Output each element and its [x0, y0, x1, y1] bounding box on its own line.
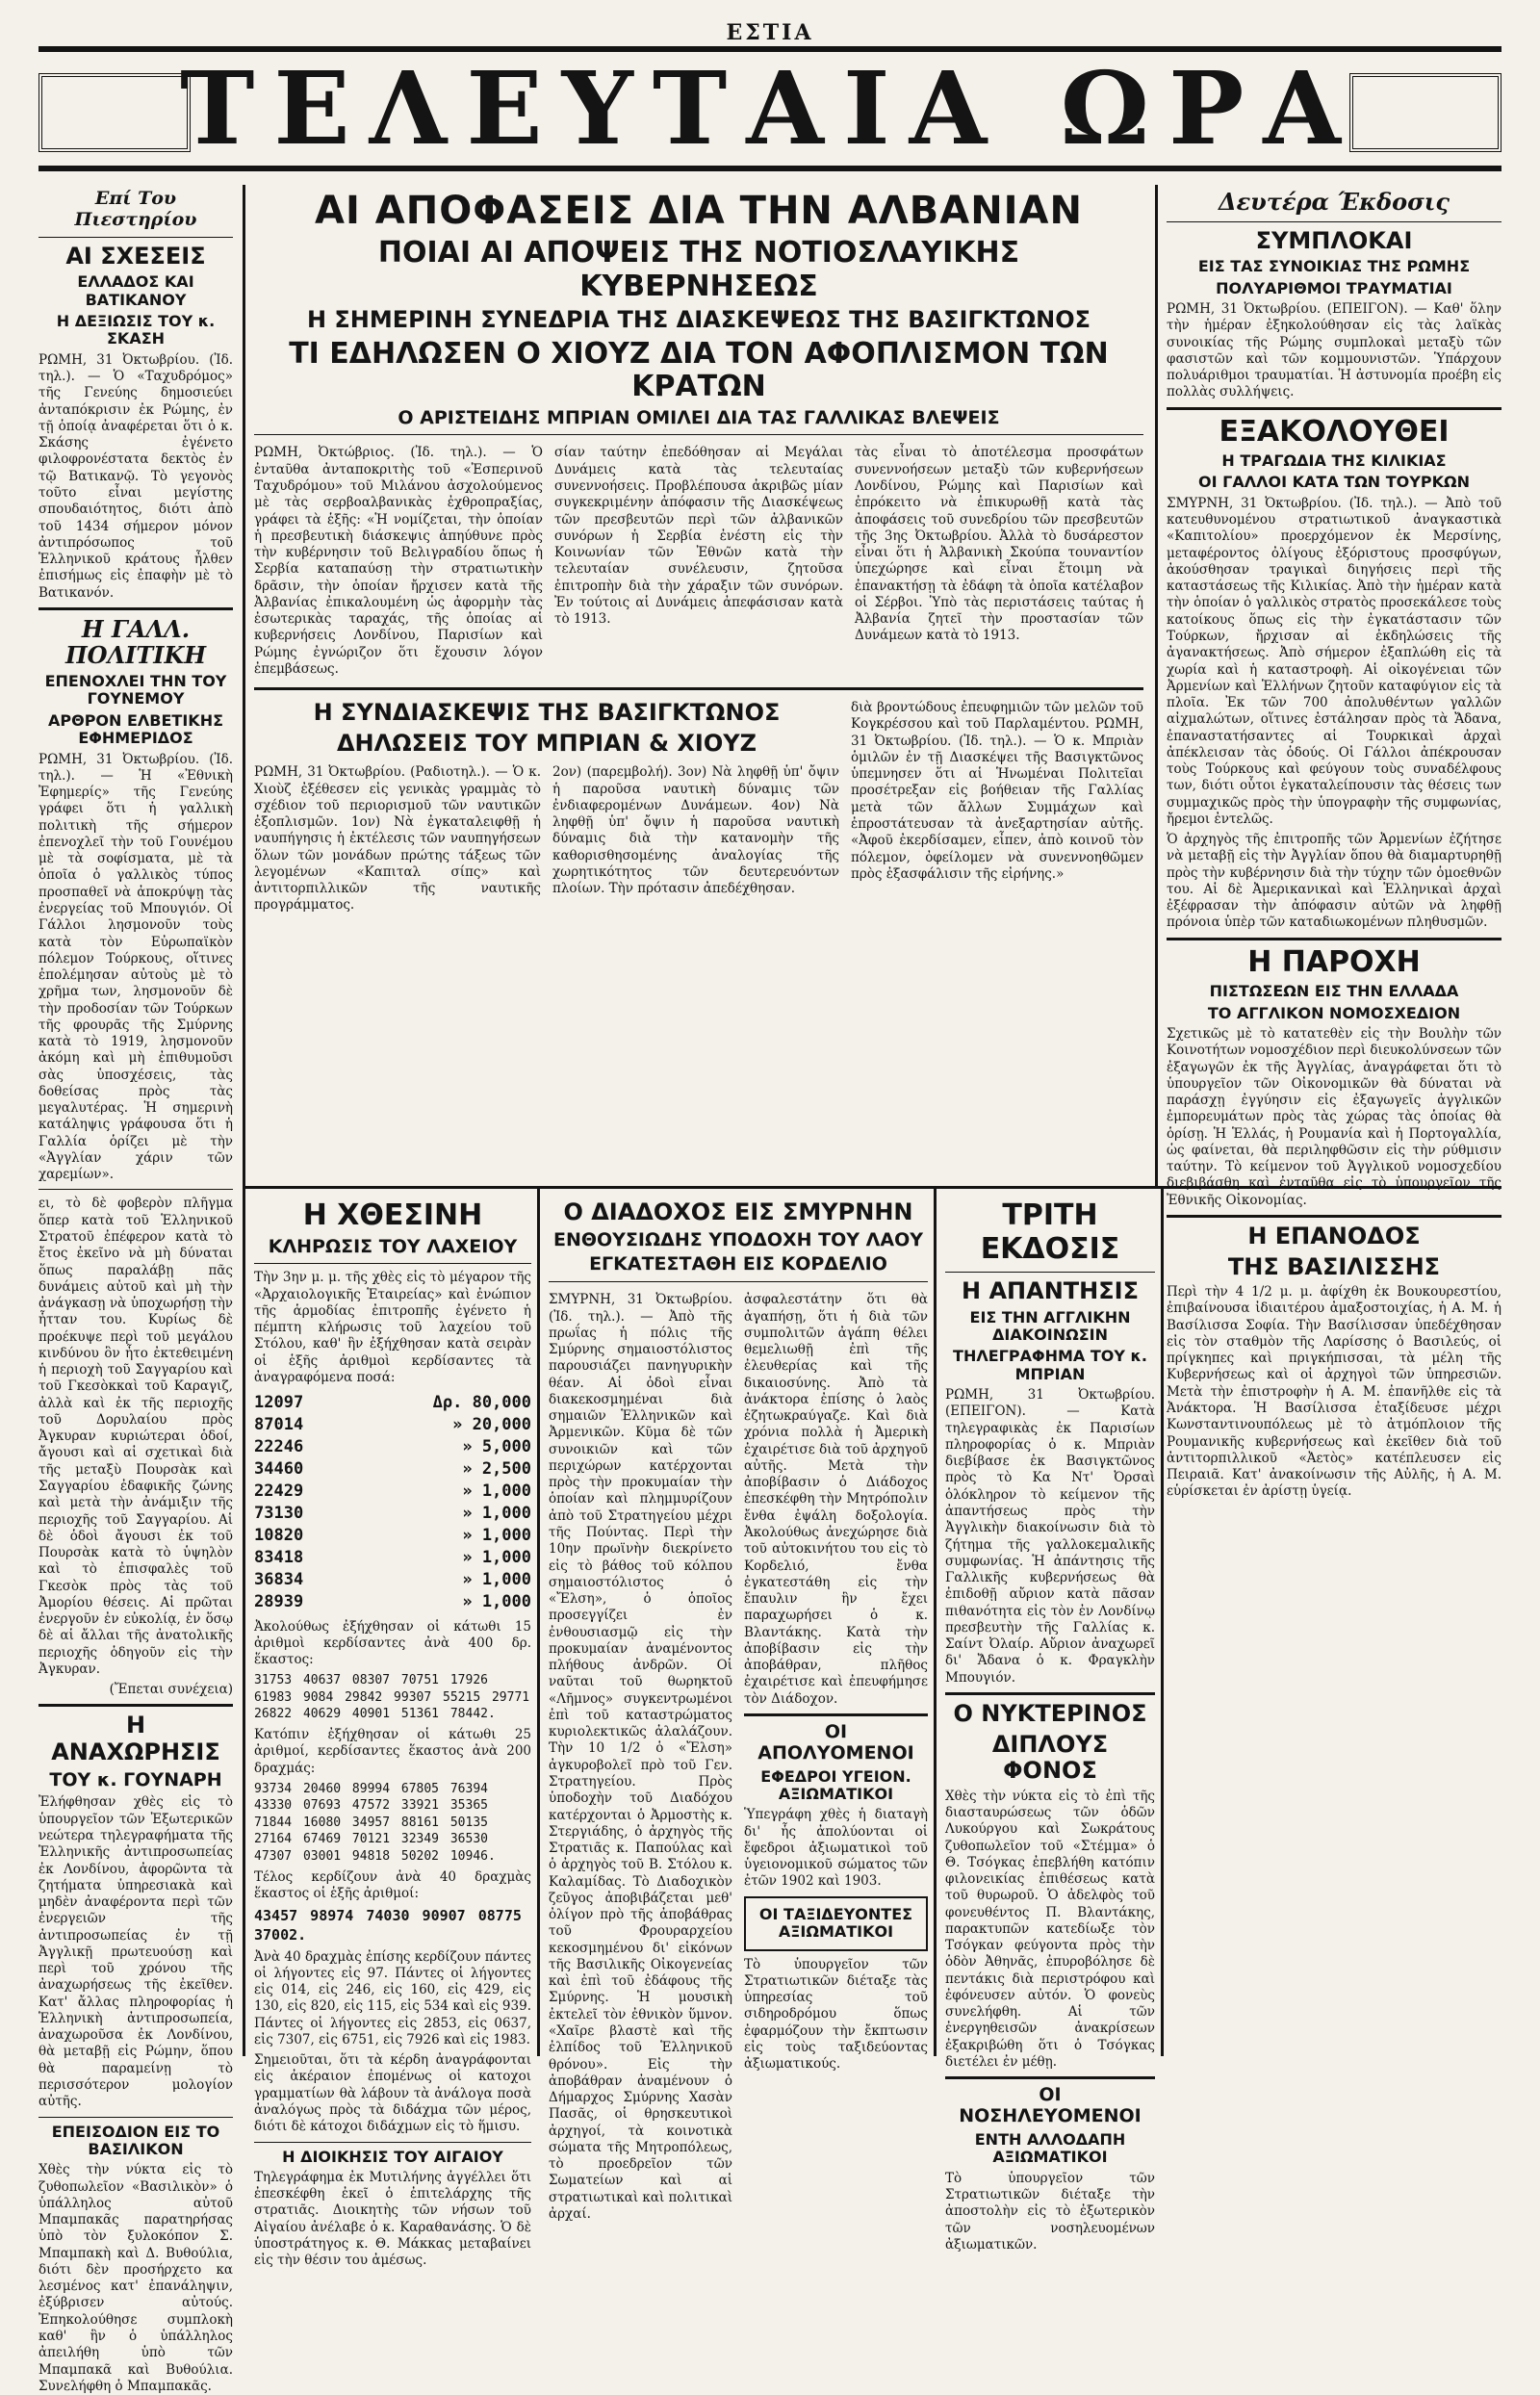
article-text: σίαν ταύτην ἐπεδόθησαν αἱ Μεγάλαι Δυνάμεις κατὰ τὰς τελευταίας συνεννοήσεις. Προβλέπουσα ἀκριβῶς μίαν συγκεκριμένην ἀπόφασιν τῆς Διασκέψεως τῶν πρεσβευτῶν περὶ τῶν ἀλβανικῶν συνόρων ἡ Σερβία ἐνέστη εἰς τὴν Κοινωνίαν τῶν Ἐθνῶν κατὰ τὴν τελευταίαν συνέλευσιν, ζητοῦσα ἐπιτροπὴν διὰ τὴν χάραξιν τῶν συνόρων. Ἐν τούτοις αἱ Δυνάμεις ἀπεφάσισαν κατὰ τὸ 1913.	[554, 445, 843, 628]
prize-row	[254, 1436, 531, 1458]
headline: Η ΣΥΝΔΙΑΣΚΕΨΙΣ ΤΗΣ ΒΑΣΙΓΚΤΩΝΟΣ	[313, 699, 781, 727]
headline: Ο ΔΙΑΔΟΧΟΣ ΕΙΣ ΣΜΥΡΝΗΝ	[563, 1198, 913, 1225]
prize-row	[254, 1458, 531, 1481]
headline: ΕΠΕΝΟΧΛΕΙ ΤΗΝ ΤΟΥ ΓΟΥΝΕΜΟΥ	[44, 672, 227, 708]
page-grid	[38, 185, 1502, 2394]
article-text: διὰ βροντώδους ἐπευφημιῶν τῶν μελῶν τοῦ Κογκρέσσου καὶ τοῦ Παρλαμέντου. ΡΩΜΗ, 31 Ὀκτωβρίου. (Ἰδ. τηλ.). — Ὁ κ. Μπριὰν ὁμιλῶν ἐν τῇ Διασκέψει τῆς Βασιγκτῶνος ὑπεμνησεν ὅτι αἱ Ἡνωμέναι Πολιτεῖαι προσέτρεξαν εἰς βοήθειαν τῆς Γαλλίας μετὰ τῶν ἄλλων Συμμάχων καὶ ἐπροστάτευσαν τὰ ἀνεξαρτησίαν αὐτῆς. «Ἀφοῦ ἐκερδίσαμεν, εἶπεν, ἀπὸ κοινοῦ τὸν πόλεμον, ὀφείλομεν νὰ συνεννοηθῶμεν πρὸς ἐξασφάλισιν τῆς εἰρήνης.»	[851, 700, 1143, 882]
lottery-column	[254, 1196, 531, 2269]
number-list: 31753 40637 08307 70751 17926 61983 9084 29842 99307 55215 29771 26822 40629 40901 51361 78442.	[254, 1673, 530, 1722]
prize-amount: » 20,000	[452, 1415, 531, 1435]
prize-amount: » 5,000	[462, 1437, 531, 1457]
article-text: Ἐλήφθησαν χθὲς εἰς τὸ ὑπουργεῖον τῶν Ἐξωτερικῶν νεώτερα τηλεγραφήματα τῆς Ἑλληνικῆς ἀντιπροσωπείας ἐκ Λονδίνου, ἀφορῶντα τὰ ζητήματα ὑπηρεσιακὰ καὶ μηδὲν ἀναφέροντα περὶ τῶν ἐνεργειῶν τῆς ἀντιπροσωπείας ἐν τῇ Ἀγγλικῇ πρωτευούσῃ καὶ περὶ τοῦ χρόνου τῆς ἀναχωρήσεως τῆς ἐκεῖθεν. Κατ' ἄλλας πληροφορίας ἡ Ἑλληνικὴ ἀντιπροσωπεία, ἀναχωροῦσα ἐκ Λονδίνου, θὰ μεταβῇ εἰς Ρώμην, ὅπου θὰ παραμείνῃ τὸ περισσότερον μολογίον αὐτῆς.	[38, 1794, 233, 2110]
third-edition-column	[945, 1196, 1155, 2253]
headline: Η ΑΠΑΝΤΗΣΙΣ	[962, 1277, 1139, 1304]
ornament-left	[38, 73, 191, 152]
article-text: Τέλος κερδίζουν ἀνὰ 40 δραχμὰς ἕκαστος οἱ ἑξῆς ἀριθμοί:	[254, 1868, 531, 1901]
article-text: Σημειοῦται, ὅτι τὰ κέρδη ἀναγράφονται εἰς ἀκέραιον ἐπομένως οἱ κατοχοι γραμματίων θὰ λάβουν τὰ ἀνάλογα ποσὰ ἀναλόγως πρὸς τὰ διδάχμα τῶν μέρος, διότι δὲ κάτοχοι διδάχμων εἰς τὸ ἥμισυ.	[254, 2052, 531, 2135]
headline: Η ΧΘΕΣΙΝΗ	[302, 1198, 483, 1232]
prize-amount: Δρ. 80,000	[432, 1393, 531, 1413]
article-text: Ἀνὰ 40 δραχμὰς ἐπίσης κερδίζουν πάντες οἱ λήγοντες εἰς 97. Πάντες οἱ λήγοντες εἰς 014, εἰς 246, εἰς 160, εἰς 429, εἰς 130, εἰς 820, εἰς 115, εἰς 534 καὶ εἰς 939. Πάντες οἱ λήγοντες εἰς 2853, εἰς 0637, εἰς 7307, εἰς 6751, εἰς 7926 καὶ εἰς 1983.	[254, 1948, 531, 2047]
article-text: ΡΩΜΗ, 31 Ὀκτωβρίου. (ΕΠΕΙΓΟΝ). — Καθ' ὅλην τὴν ἡμέραν ἐξηκολούθησαν εἰς τὰς λαϊκὰς συνοικίας τῆς Ρώμης συμπλοκαὶ μεταξὺ τῶν φασιστῶν καὶ τῶν κομμουνιστῶν. Ὑπάρχουν πολυάριθμοι τραυματίαι. Ἡ ἀστυνομία προέβη εἰς πολλὰς συλλήψεις.	[1167, 300, 1502, 400]
right-column	[1167, 185, 1502, 2056]
prize-amount: » 1,000	[462, 1525, 531, 1545]
prize-number: 34460	[254, 1459, 304, 1480]
subheadline: Η ΔΕΞΙΩΣΙΣ ΤΟΥ κ. ΣΚΑΣΗ	[56, 312, 216, 348]
headline: Η ΤΡΑΓΩΔΙΑ ΤΗΣ ΚΙΛΙΚΙΑΣ	[1221, 451, 1447, 471]
banner	[38, 46, 1502, 171]
article-text: Τὸ ὑπουργεῖον τῶν Στρατιωτικῶν διέταξε τὰς ὑπηρεσίας τοῦ σιδηροδρόμου ὅπως ἐφαρμόζουν τὴν ἔκπτωσιν εἰς τοὺς ταξιδεύοντας ἀξιωματικούς.	[744, 1956, 928, 2073]
headline: ΤΗΣ ΒΑΣΙΛΙΣΣΗΣ	[1227, 1252, 1441, 1280]
subheadline: ΟΙ ΓΑΛΛΟΙ ΚΑΤΑ ΤΩΝ ΤΟΥΡΚΩΝ	[1198, 473, 1470, 492]
headline: ΠΟΙΑΙ ΑΙ ΑΠΟΨΕΙΣ ΤΗΣ ΝΟΤΙΟΣΛΑΥΙΚΗΣ ΚΥΒΕΡΝΗΣΕΩΣ	[377, 236, 1020, 303]
article-text: Τὸ ὑπουργεῖον τῶν Στρατιωτικῶν διέταξε τὴν ἀποστολὴν εἰς τὸ ἐξωτερικὸν τῶν νοσηλευομένων ἀξιωματικῶν.	[945, 2170, 1155, 2253]
main-headline: ΑΙ ΑΠΟΦΑΣΕΙΣ ΔΙΑ ΤΗΝ ΑΛΒΑΝΙΑΝ	[315, 189, 1083, 233]
prize-number: 22429	[254, 1481, 304, 1501]
headline: Ο ΝΥΚΤΕΡΙΝΟΣ	[953, 1699, 1147, 1727]
headline: ΑΙ ΣΧΕΣΕΙΣ	[65, 242, 206, 270]
prize-amount: » 1,000	[462, 1481, 531, 1501]
article-text: τὰς εἶναι τὸ ἀποτέλεσμα προσφάτων συνεννοήσεων μεταξὺ τῶν κυβερνήσεων Λονδίνου, Ρώμης καὶ Παρισίων καὶ ἐπρόκειτο νὰ ἐπικυρωθῇ κατὰ τὰς ἀποφάσεις τοῦ συνεδρίου τῶν πρεσβευτῶν τῆς 3ης Ὀκτωβρίου. Ἀλλὰ τὸ δυσάρεστον εἶναι ὅτι ἡ Ἀλβανικὴ Σκούπα τουναντίον ὑπεχώρησε καὶ εἶναι ἕτοιμη νὰ ἐπανακτήσῃ τὰ ἐδάφη τὰ ὁποῖα κατέλαβον οἱ Σέρβοι. Ὑπὸ τὰς περιστάσεις ταύτας ἡ Ἀλβανία ζητεῖ τὴν προστασίαν τῶν Δυνάμεων κατὰ τὸ 1913.	[855, 445, 1143, 644]
center-top-block	[254, 185, 1143, 1182]
article-text: ΡΩΜΗ, 31 Ὀκτωβρίου. (Ἰδ. τηλ.). — Ὁ «Ταχυδρόμος» τῆς Γενεύης δημοσιεύει ἀνταπόκρισιν ἐκ Ρώμης, ἐν τῇ ὁποίᾳ ἀναφέρεται ὅτι ὁ κ. Σκάσης ἐγένετο φιλοφρονέστατα δεκτὸς ἐν τῷ Βατικανῷ. Τὸ γεγονὸς τοῦτο εἶναι μεγίστης σπουδαιότητος, διότι ἀπὸ τοῦ 1434 σήμερον μόνον ἀντιπρόσωπος τοῦ Ἑλληνικοῦ κράτους ἦλθεν ἐπισήμως εἰς ἐπαφὴν μὲ τὸ Βατικανόν.	[38, 351, 233, 601]
prize-row	[254, 1547, 531, 1569]
headline: ΚΛΗΡΩΣΙΣ ΤΟΥ ΛΑΧΕΙΟΥ	[268, 1235, 518, 1257]
headline: Η ΓΑΛΛ. ΠΟΛΙΤΙΚΗ	[64, 614, 207, 670]
headline: ΕΝΘΟΥΣΙΩΔΗΣ ΥΠΟΔΟΧΗ ΤΟΥ ΛΑΟΥ	[553, 1228, 923, 1250]
prize-amount: » 1,000	[462, 1569, 531, 1589]
section-label: ΤΡΙΤΗ ΕΚΔΟΣΙΣ	[980, 1198, 1120, 1266]
prize-number: 83418	[254, 1547, 304, 1567]
headline: Η ΕΠΑΝΟΔΟΣ	[1247, 1222, 1421, 1249]
article-text: ει, τὸ δὲ φοβερὸν πλῆγμα ὅπερ κατὰ τοῦ Ἑλληνικοῦ Στρατοῦ ἐπέφερον κατὰ τὸ ἔτος ἐκεῖνο νὰ μὴ δύναται ὅπως παραλάβῃ πᾶς δυνάμεις αὐτοῦ καὶ μὴ τὴν ἀνάγκασῃ νὰ ὑποχωρήσῃ τὴν ἧτταν του. Κυρίως δὲ προέκυψε περὶ τοῦ μεγάλου κινδύνου ὃν ἦτο ἐκτεθειμένη ἡ περιοχὴ τοῦ Σαγγαρίου καὶ τοῦ Γκεσὸκκαὶ τοῦ Καραγιζ, ἀλλὰ καὶ ἐκ τῆς περιοχῆς τοῦ Δορυλαίου πρὸς Ἀγκυραν κυριώτεραι ὁδοί, ἄγουσι καὶ αἱ σχετικαὶ διὰ τῆς μεταξὺ Πουρσὰκ καὶ Σαγγαρίου ἐδαφικῆς ζώνης καὶ μετὰ τὴν ἀνάμιξιν τῆς περιοχῆς τοῦ Σαγγαρίου. Αἱ δὲ ὁδοὶ ἄγουσι ἐκ τοῦ Πουρσὰκ κατὰ τὸ ὑψηλὸν καὶ τὸ ἐπισφαλὲς τοῦ Γκεσὸκ πρὸς τὰς τοῦ Ἀμορίου θέσεις. Αἱ πρῶται ἐνεργοῦν ἐν εὐκολίᾳ, ἐν ὅσῳ δὲ αἱ ἄλλαι τῆς ἀνατολικῆς περιοχῆς ὁδηγοῦν εἰς τὴν Ἀγκυραν.	[38, 1196, 233, 1677]
headline: ΟΙ ΤΑΞΙΔΕΥΟΝΤΕΣ ΑΞΙΩΜΑΤΙΚΟΙ	[758, 1904, 913, 1942]
column-rule	[1155, 185, 1158, 1186]
article-text: ΡΩΜΗ, 31 Ὀκτωβρίου. (Ραδιοτηλ.). — Ὁ κ. Χιοὺζ ἐξέθεσεν εἰς γενικὰς γραμμὰς τὸ σχέδιον τοῦ περιορισμοῦ τῶν ναυτικῶν ἐξοπλισμῶν. 1ον) Νὰ ἐγκαταλειφθῇ ἡ ναυπήγησις ἡ ἐκτέλεσις τῶν ναυπηγήσεων ὅλων τῶν μονάδων πρώτης τάξεως τῶν λεγομένων «Καπιταλ σίπς» καὶ ἀντιτορπιλλικῶν τῆς ναυτικῆς προγράμματος.	[254, 764, 541, 914]
headline: ΔΙΠΛΟΥΣ ΦΟΝΟΣ	[991, 1730, 1109, 1785]
headline: ΠΙΣΤΩΣΕΩΝ ΕΙΣ ΤΗΝ ΕΛΛΑΔΑ	[1209, 982, 1459, 1001]
article-text: Κατόπιν ἐξήχθησαν οἱ κάτωθι 25 ἀριθμοί, κερδίσαντες ἕκαστος ἀνὰ 200 δραχμάς:	[254, 1727, 531, 1776]
article-text: ΡΩΜΗ, 31 Ὀκτωβρίου. (Ἰδ. τηλ.). — Ἡ «Ἐθνικὴ Ἐφημερίς» τῆς Γενεύης γράφει ὅτι ἡ γαλλικὴ πολιτικὴ τῆς σήμερον ἐπενοχλεῖ τὴν τοῦ Γουνέμου μὲ τὰ σοφίσματα, μὲ τὰ ὁποῖα ὁ γαλλικὸς τύπος προσπαθεῖ νὰ ἀποκρύψῃ τὰς ἐνεργείας τοῦ Μπουγιόν. Οἱ Γάλλοι λησμονοῦν τοὺς κατὰ τὸν Εὐρωπαϊκὸν πόλεμον Τούρκους, οἵτινες ἐπολέμησαν αὐτοὺς μὲ τὸ χρῆμα των, λησμονοῦν δὲ τὴν προδοσίαν τῶν Τούρκων τῆς φρουρᾶς τῆς Σμύρνης κατὰ τὸ 1919, λησμονοῦν ἀκόμη καὶ μὴ ἐπιθυμοῦσι σὰς ὑποσχέσεις, τὰς δοθείσας πρὸς τὰς μεγαλυτέρας. Ἡ σημερινὴ κατάληψις γράφουσα ὅτι ἡ Γαλλία ὁρίζει μὲ τὴν «Ἀγγλίαν χάριν τῶν χαρεμίων».	[38, 751, 233, 1183]
column-rule	[1161, 1189, 1164, 2056]
prize-row	[254, 1481, 531, 1503]
article-text: Χθὲς τὴν νύκτα εἰς τὸ ἐπὶ τῆς διασταυρώσεως τῶν ὁδῶν Λυκούργου καὶ Σωκράτους ζυθοπωλεῖον τοῦ «Στέμμα» ὁ Θ. Τσόγκας ἐπεβλήθη κατόπιν φιλονεικίας ἐπιθέσεως κατὰ τοῦ θυρωροῦ. Ὁ ἀδελφὸς τοῦ φονευθέντος Π. Βλαντάκης, παρακτυπῶν κατεδίωξε τὸν Τσόγκαν φεύγοντα πρὸς τὴν ὁδὸν Ἀθηνᾶς, ἐπυροβόλησε δὲ πεντάκις διὰ περιστρόφου καὶ ἐφόνευσεν αὐτόν. Ὁ φονεὺς συνελήφθη. Αἱ τῶν ἐνεργηθεισῶν ἀνακρίσεων ἐξακριβώθη ὅτι ὁ Τσόγκας διετέλει ἐν μέθῃ.	[945, 1788, 1155, 2070]
headline: Η ΑΝΑΧΩΡΗΣΙΣ	[51, 1712, 220, 1766]
article-text: Ὑπεγράφη χθὲς ἡ διαταγὴ δι' ἧς ἀπολύονται οἱ ἔφεδροι ἀξιωματικοὶ τοῦ ὑγειονομικοῦ σώματος τῶν ἐτῶν 1902 καὶ 1903.	[744, 1807, 928, 1890]
subheadline: ΑΡΘΡΟΝ ΕΛΒΕΤΙΚΗΣ ΕΦΗΜΕΡΙΔΟΣ	[47, 710, 224, 748]
crown-prince-column	[549, 1196, 928, 2222]
article-text: Σχετικῶς μὲ τὸ κατατεθὲν εἰς τὴν Βουλὴν τῶν Κοινοτήτων νομοσχέδιον περὶ διευκολύνσεων τῶν ἐξαγωγῶν ἐκ τῆς Ἀγγλίας, ἀναγράφεται ὅτι τὸ ὑπουργεῖον τῶν Οἰκονομικῶν θὰ δύναται νὰ παράσχῃ ἐγγύησιν εἰς ἐξαγωγεῖς ἀγγλικῶν ἐμπορευμάτων πρὸς τὰς χώρας τὰς ὁποίας θὰ ὁρίσῃ. Ἡ Ἑλλάς, ἡ Ρουμανία καὶ ἡ Πορτογαλλία, ὡς φαίνεται, θὰ περιληφθῶσιν εἰς τὴν ρύθμισιν ταύτην. Τὸ κείμενον τοῦ Ἀγγλικοῦ νομοσχεδίου διεβιβάσθη καὶ ἐνταῦθα εἰς τὸ ὑπουργεῖον τῆς Ἐθνικῆς Οἰκονομίας.	[1167, 1026, 1502, 1208]
subheadline: ΕΦΕΔΡΟΙ ΥΓΕΙΟΝ. ΑΞΙΩΜΑΤΙΚΟΙ	[760, 1766, 911, 1803]
subheadline: ΕΝΤΗ ΑΛΛΟΔΑΠΗ ΑΞΙΩΜΑΤΙΚΟΙ	[974, 2129, 1126, 2167]
article-text: ΡΩΜΗ, Ὀκτώβριος. (Ἰδ. τηλ.). — Ὁ ἐνταῦθα ἀνταποκριτὴς τοῦ «Ἐσπερινοῦ Ταχυδρόμου» τοῦ Μιλάνου ἀσχολούμενος μὲ τὰς σερβοαλβανικὰς ἐχθροπραξίας, γράφει τὰ ἑξῆς: «Ἡ νομίζεται, τὴν ὁποίαν ἡ πρεσβευτικὴ διάσκεψις ἀπηύθυνε πρὸς τὴν κυβέρνησιν τοῦ Βελιγραδίου ὅπως ἡ Σερβία καταπαύσῃ τὴν στρατιωτικὴν δρᾶσιν, τὴν ὁποίαν ἤρχισεν κατὰ τῆς Ἀλβανίας ἐπικαλουμένη ὡς ἀφορμὴν τὰς ἐσωτερικὰς ταραχάς, τῆς ὁποίας αἱ κυβερνήσεις Λονδίνου, Παρισίων καὶ Ρώμης ἐγνώριζον ὅτι ἔχουσιν λόγον ἐπεμβάσεως.	[254, 445, 543, 677]
headline: Η ΣΗΜΕΡΙΝΗ ΣΥΝΕΔΡΙΑ ΤΗΣ ΔΙΑΣΚΕΨΕΩΣ ΤΗΣ ΒΑΣΙΓΚΤΩΝΟΣ	[306, 306, 1091, 333]
column-rule	[243, 185, 245, 2056]
article-text: Τηλεγράφημα ἐκ Μυτιλήνης ἀγγέλλει ὅτι ἐπεσκέφθη ἐκεῖ ὁ ἐπιτελάρχης τῆς στρατιᾶς. Διοικητὴς τῶν νήσων τοῦ Αἰγαίου ἀνέλαβε ὁ κ. Καραθανάσης. Ὁ δὲ ὑποστράτηγος κ. Θ. Μάκκας μεταβαίνει εἰς τὴν θέσιν του ἀμέσως.	[254, 2169, 531, 2269]
section-rule	[243, 1186, 1502, 1189]
prize-number: 36834	[254, 1569, 304, 1589]
number-list: 93734 20460 89994 67805 76394 43330 07693 47572 33921 35365 71844 16080 34957 88161 50135 27164 67469 70121 32349 36530 47307 03001 94818 50202 10946.	[254, 1781, 496, 1864]
headline: ΔΗΛΩΣΕΙΣ ΤΟΥ ΜΠΡΙΑΝ & ΧΙΟΥΖ	[336, 729, 757, 757]
ornament-right	[1349, 73, 1502, 152]
subheadline: ΤΗΛΕΓΡΑΦΗΜΑ ΤΟΥ κ. ΜΠΡΙΑΝ	[953, 1347, 1147, 1383]
article-text: Τὴν 3ην μ. μ. τῆς χθὲς εἰς τὸ μέγαρον τῆς «Ἀρχαιολογικῆς Ἑταιρείας» καὶ ἐνώπιον τῆς ἁρμοδίας ἐπιτροπῆς ἐγένετο ἡ πέμπτη κλήρωσις τοῦ λαχείου τοῦ Στόλου, καθ' ἣν ἐξήχθησαν κατὰ σειρὰν οἱ ἑξῆς ἀριθμοὶ κερδίσαντες τὰ ἀναγραφόμενα ποσά:	[254, 1270, 531, 1385]
prize-row	[254, 1414, 531, 1436]
left-column	[38, 185, 233, 2394]
prize-number: 22246	[254, 1437, 304, 1457]
column-rule	[934, 1189, 937, 2056]
prize-number: 12097	[254, 1393, 304, 1413]
headline: ΕΙΣ ΤΑΣ ΣΥΝΟΙΚΙΑΣ ΤΗΣ ΡΩΜΗΣ	[1197, 257, 1471, 276]
headline: ΕΙΣ ΤΗΝ ΑΓΓΛΙΚΗΝ ΔΙΑΚΟΙΝΩΣΙΝ	[969, 1307, 1131, 1344]
prize-row	[254, 1591, 531, 1613]
column-rule	[537, 1189, 540, 2056]
subheadline: Ο ΑΡΙΣΤΕΙΔΗΣ ΜΠΡΙΑΝ ΟΜΙΛΕΙ ΔΙΑ ΤΑΣ ΓΑΛΛΙΚΑΣ ΒΛΕΨΕΙΣ	[398, 406, 1000, 428]
prize-number: 28939	[254, 1591, 304, 1611]
article-text: ΣΜΥΡΝΗ, 31 Ὀκτωβρίου. (Ἰδ. τηλ.). — Ἀπὸ τοῦ κατευθυνομένου στρατιωτικοῦ ἀναγκαστικὰ «Καπιτολίου» προερχόμενον ἐκ Μερσίνης, μεταφέροντος ὀλίγους ἐξόριστους προσφύγων, ἀκούσθησαν τραγικαὶ διηγήσεις περὶ τῆς καταστάσεως τῆς Κιλικίας. Ἀπὸ τὴν ἡμέραν κατὰ τὴν ὁποίαν ὁ γαλλικὸς στρατὸς προσεκάλεσε τοὺς κατοίκους ὅπως εἰς τὴν ἐγκατάστασιν τῶν Τούρκων, ἤρχισαν αἱ ἐκδηλώσεις τῆς ἀγανακτήσεως. Ἀπὸ σήμερον ἐξαπλώθη εἰς τὰ χωρία καὶ ἡ καταστροφὴ. Αἱ οἰκογένειαι τῶν Ἀρμενίων καὶ Ἑλλήνων ζητοῦν καταφύγιον εἰς τὰ πλοῖα. Ἐκ τῶν 700 ἀπολυθέντων γαλλῶν αἰχμαλώτων, οἵτινες ἐστάλησαν πρὸς τὰ Ἄδανα, ἐπαναστατήσαντες αἱ Τουρκικαὶ ἀρχαὶ ἀπέκλεισαν τὰς ὁδούς. Οἱ Γάλλοι ἀπέκρουσαν τοὺς Τούρκους καὶ φεύγουν τοὺς συναδέλφους των, διότι οὗτοι ἐγκαταλείπουσιν τὰς θέσεις των συμμαχικῶς πρὸς τὴν ὑπογραφὴν τῆς συμφωνίας, ἤρεμοι ἐντελῶς.	[1167, 495, 1502, 827]
prize-number: 10820	[254, 1525, 304, 1545]
article-text: ΣΜΥΡΝΗ, 31 Ὀκτωβρίου. (Ἰδ. τηλ.). — Ἀπὸ τῆς πρωΐας ἡ πόλις τῆς Σμύρνης σημαιοστόλιστος παρουσιάζει πανηγυρικὴν θέαν. Αἱ ὁδοὶ εἶναι διακεκοσμημέναι διὰ σημαιῶν Ἑλληνικῶν καὶ Ἀρμενικῶν. Κῦμα δὲ τῶν συνοικιῶν καὶ τῶν περιχώρων κατέρχονται πρὸς τὴν προκυμαίαν τὴν ὁποίαν καὶ πλημμυρίζουν ἀπὸ τοῦ Στρατηγείου μέχρι τῆς Πούντας. Περὶ τὴν 10ην πρωϊνὴν διεκρίνετο εἰς τὸ βάθος τοῦ κόλπου σημαιοστόλιστος ὁ «Ἔλση», ὁ ὁποῖος προσεγγίζει ἐν ἐνθουσιασμῷ εἰς τὴν προκυμαίαν ἀναμένοντος πλήθους ἀνδρῶν. Οἱ ναῦται τοῦ θωρηκτοῦ «Λῆμνος» συγκεντρωμένοι ἐπὶ τοῦ καταστρώματος κυριολεκτικῶς ἀλαλάζουν. Τὴν 10 1/2 ὁ «Ἔλση» ἀγκυροβολεῖ πρὸ τοῦ Γεν. Στρατηγείου. Πρὸς ὑποδοχὴν τοῦ Διαδόχου κατέρχονται ὁ Ἀρμοστὴς κ. Στεργιάδης, ὁ ἀρχηγὸς τῆς Στρατιᾶς κ. Παπούλας καὶ ὁ ἀρχηγὸς τοῦ Β. Στόλου κ. Καλαμίδας. Τὸ Διαδοχικὸν ζεῦγος ἀποβιβάζεται μεθ' ὀλίγον πρὸ τῆς ἀποβάθρας τοῦ Φρουραρχείου κεκοσμημένου δι' εἰκόνων τῆς Βασιλικῆς Οἰκογενείας καὶ ἐπὶ τοῦ ἐδάφους τῆς Σμύρνης. Ἡ μουσικὴ ἐκτελεῖ τὸν ἐθνικὸν ὕμνον. «Χαῖρε βλαστὲ καὶ τῆς ἐλπίδος τοῦ Ἑλληνικοῦ θρόνου». Εἰς τὴν ἀποβάθραν ἀναμένουν ὁ Δήμαρχος Σμύρνης Χασὰν Πασᾶς, οἱ θρησκευτικοὶ ἀρχηγοί, τὰ κοινοτικὰ σώματα τῆς Μητροπόλεως, τὸ προεδρεῖον τῶν Σωματείων καὶ αἱ στρατιωτικαὶ καὶ πολιτικαὶ ἀρχαί.	[549, 1292, 733, 2222]
number-list: 43457 98974 74030 90907 08775 37002.	[254, 1907, 522, 1944]
headline: ΤΙ ΕΔΗΛΩΣΕΝ Ο ΧΙΟΥΖ ΔΙΑ ΤΟΝ ΑΦΟΠΛΙΣΜΟΝ ΤΩΝ ΚΡΑΤΩΝ	[289, 336, 1109, 404]
headline: ΕΞΑΚΟΛΟΥΘΕΙ	[1219, 414, 1450, 449]
article-text: ἀσφαλεστάτην ὅτι θὰ ἀγαπήσῃ, ὅτι ἡ διὰ τῶν συμπολιτῶν ἀγάπη θέλει θεμελιωθῇ ἐπὶ τῆς ἐλευθερίας καὶ τῆς δικαιοσύνης. Ἀπὸ τὰ ἀνάκτορα ἐπίσης ὁ λαὸς ἐζητωκραύγαζε. Καὶ διὰ χρόνια πολλὰ ἡ Ἀμερικὴ ἐχαιρέτισε διὰ τοῦ ἀρχηγοῦ αὐτῆς. Μετὰ τὴν ἀποβίβασιν ὁ Διάδοχος ἐπεσκέφθη τὴν Μητρόπολιν ἔνθα ἐψάλη δοξολογία. Ἀκολούθως ἀνεχώρησε διὰ τοῦ αὐτοκινήτου του εἰς τὸ Κορδελιό, ἔνθα ἐγκατεστάθη εἰς τὴν ἔπαυλιν ἣν ἔχει παραχωρήσει ὁ κ. Βλαντάκης. Κατὰ τὴν ἀποβίβασιν εἰς τὴν ἀποβάθραν, πλῆθος ἐχαιρέτισε καὶ ἐπευφήμησε τὸν Διάδοχον.	[744, 1292, 928, 1707]
article-text: Χθὲς τὴν νύκτα εἰς τὸ ζυθοπωλεῖον «Βασιλικὸν» ὁ ὑπάλληλος αὐτοῦ Μπαμπακᾶς παρατηρήσας ὑπὸ τὸν ξυλοκόπον Σ. Μπαμπακὴ καὶ Δ. Βυθούλια, διότι δὲν προσήρχετο κα λεσμένος κατ' ἐπανάληψιν, ἐξύβρισεν αὐτούς. Ἐπηκολούθησε συμπλοκὴ καθ' ἣν ὁ ὑπάλληλος ἀπειλήθη ὑπὸ τῶν Μπαμπακᾶ καὶ Βυθούλια. Συνελήφθη ὁ Μπαμπακᾶς.	[38, 2162, 233, 2394]
headline: Η ΔΙΟΙΚΗΣΙΣ ΤΟΥ ΑΙΓΑΙΟΥ	[282, 2147, 503, 2166]
prize-number: 87014	[254, 1415, 304, 1435]
prize-row	[254, 1569, 531, 1591]
headline: ΟΙ ΝΟΣΗΛΕΥΟΜΕΝΟΙ	[959, 2084, 1142, 2127]
headline: ΤΟΥ κ. ΓΟΥΝΑΡΗ	[49, 1768, 222, 1790]
subheadline: ΠΟΛΥΑΡΙΘΜΟΙ ΤΡΑΥΜΑΤΙΑΙ	[1216, 278, 1452, 297]
prize-list	[254, 1392, 531, 1612]
prize-row	[254, 1503, 531, 1525]
article-text: Ὁ ἀρχηγὸς τῆς ἐπιτροπῆς τῶν Ἀρμενίων ἐζήτησε νὰ μεταβῇ εἰς τὴν Ἀγγλίαν ὅπου θὰ διαμαρτυρηθῇ πρὸς τὴν κυβέρνησιν διὰ τὴν τύχην τῶν ὁμοεθνῶν του. Αἱ δὲ Ἀμερικανικαὶ καὶ Ἑλληνικαὶ ἀρχαὶ ἐξέφρασαν τὴν ἀπόφασιν αὐτῶν νὰ ληφθῇ πρόνοια ὑπὲρ τῶν καταδιωκομένων πληθυσμῶν.	[1167, 832, 1502, 931]
section-label: Επί Του Πιεστηρίου	[74, 188, 197, 230]
headline: Η ΠΑΡΟΧΗ	[1247, 944, 1421, 979]
prize-number: 73130	[254, 1503, 304, 1523]
article-text: 2ον) (παρεμβολή). 3ον) Νὰ ληφθῇ ὑπ' ὄψιν ἡ παροῦσα ναυτικὴ δύναμις τῶν ἐνδιαφερομένων Δυνάμεων. 4ον) Νὰ ληφθῇ ὑπ' ὄψιν ἡ παροῦσα ναυτικὴ δύναμις διὰ τὴν κατανομὴν τῆς καθορισθησομένης ἀναλογίας τῆς χωρητικότητος τῶν δευτερευόντων πλοίων. Τὴν πρότασιν ἀπεδέχθησαν.	[552, 764, 839, 897]
prize-row	[254, 1392, 531, 1414]
prize-amount: » 1,000	[462, 1503, 531, 1523]
subheadline: ΤΟ ΑΓΓΛΙΚΟΝ ΝΟΜΟΣΧΕΔΙΟΝ	[1207, 1003, 1461, 1022]
article-text: ΡΩΜΗ, 31 Ὀκτωβρίου. (ΕΠΕΙΓΟΝ). — Κατὰ τηλεγραφικὰς ἐκ Παρισίων πληροφορίας ὁ κ. Μπριὰν διεβίβασε ἐκ Βασιγκτῶνος πρὸς τὸ Κα Ντ' Ὀρσαὶ ὁλόκληρον τὸ κείμενον τῆς ἀπαντήσεως πρὸς τὴν Ἀγγλικὴν διακοίνωσιν διὰ τὸ ζήτημα τῆς γαλλοκεμαλικῆς συμφωνίας. Ἡ ἀπάντησις τῆς Γαλλικῆς κυβερνήσεως θὰ ἐπιδοθῇ αὔριον κατὰ πᾶσαν πιθανότητα εἰς τὸν ἐν Λονδίνῳ πρεσβευτὴν τῆς Γαλλίας κ. Σαίντ Ὀλαίρ. Αὔριον ἀναχωρεῖ δι' Ἄδανα ὁ κ. Φραγκλὴν Μπουγιόν.	[945, 1387, 1155, 1686]
headline: ΕΛΛΑΔΟΣ ΚΑΙ ΒΑΤΙΚΑΝΟΥ	[77, 272, 194, 309]
subheadline: ΕΓΚΑΤΕΣΤΑΘΗ ΕΙΣ ΚΟΡΔΕΛΙΟ	[589, 1253, 887, 1275]
newspaper-page	[38, 19, 1502, 2394]
prize-row	[254, 1525, 531, 1547]
headline: ΕΠΕΙΣΟΔΙΟΝ ΕΙΣ ΤΟ ΒΑΣΙΛΙΚΟΝ	[51, 2122, 220, 2158]
headline: ΣΥΜΠΛΟΚΑΙ	[1255, 226, 1413, 254]
prize-amount: » 1,000	[462, 1547, 531, 1567]
masthead-small-title: ΕΣΤΙΑ	[726, 20, 814, 45]
section-label: Δευτέρα Έκδοσις	[1218, 188, 1450, 216]
headline: ΟΙ ΑΠΟΛΥΟΜΕΝΟΙ	[757, 1720, 914, 1764]
article-text: Περὶ τὴν 4 1/2 μ. μ. ἀφίχθη ἐκ Βουκουρεστίου, ἐπιβαίνουσα ἰδιαιτέρου ἀμαξοστοιχίας, ἡ Α. Μ. ἡ Βασίλισσα Σοφία. Τὴν Βασίλισσαν ὑπεδέχθησαν εἰς τὸν σταθμὸν τῆς Λαρίσσης ὁ Βασιλεύς, οἱ πρίγκηπες καὶ πριγκήπισσαι, τὰ μέλη τῆς Κυβερνήσεως καὶ οἱ ἀρχηγοὶ τῶν ὑπηρεσιῶν. Μετὰ τὴν ἐπιστροφὴν ἡ Α. Μ. ἐπανῆλθε εἰς τὰ Ἀνάκτορα. Ἡ Βασίλισσα ἐταξίδευσε μέχρι Κωνσταντινουπόλεως μὲ τὸ ἀτμόπλοιον τῆς Ρουμανικῆς κυβερνήσεως καὶ ἐκεῖθεν διὰ τοῦ ἀντιτορπιλλικοῦ «Ἀετὸς» κατέπλευσεν εἰς Πειραιᾶ. Κατ' ἀνακοίνωσιν τῆς Αὐλῆς, ἡ Α. Μ. εὑρίσκεται ἐν ἀρίστῃ ὑγείᾳ.	[1167, 1284, 1502, 1500]
article-text: Ἀκολούθως ἐξήχθησαν οἱ κάτωθι 15 ἀριθμοὶ κερδίσαντες ἀνὰ 400 δρ. ἕκαστος:	[254, 1618, 531, 1668]
prize-amount: » 1,000	[462, 1591, 531, 1611]
banner-title: ΤΕΛΕΥΤΑΙΑ ΩΡΑ	[180, 49, 1360, 167]
continued-note: (Ἔπεται συνέχεια)	[109, 1682, 233, 1698]
prize-amount: » 2,500	[462, 1459, 531, 1480]
